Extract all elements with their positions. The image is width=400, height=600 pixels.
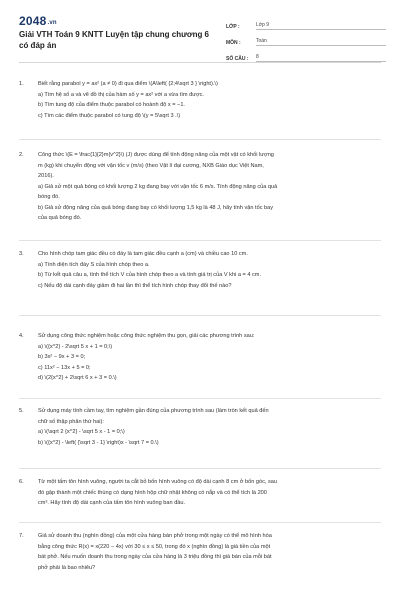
question-line: chữ số thập phân thứ hai): — [38, 418, 104, 425]
question-divider — [19, 139, 381, 140]
question-line: cm³. Hãy tính độ dài cạnh của tấm tôn hình vuông ban đầu. — [38, 500, 186, 506]
question-line: phở phải là bao nhiêu? — [38, 564, 96, 571]
question-line: a) Giả sử một quả bóng có khối lượng 2 kg đang bay với vận tốc 6 m/s. Tính động năng của quả — [38, 183, 278, 190]
question-line: bóng đó. — [38, 194, 60, 200]
question-line: b) Từ kết quả câu a, tính thể tích V của hình chóp theo a và tính giá trị của V khi a = 4 cm. — [38, 272, 262, 278]
question-line: bát phở. Nếu muốn doanh thu trong ngày của cửa hàng là 3 triệu đồng thì giá bán của mỗi bát — [38, 554, 272, 560]
question-6 — [19, 477, 381, 509]
question-number: 7. — [19, 533, 24, 539]
meta-value: Toán — [256, 38, 386, 46]
question-line: Sử dụng máy tính cầm tay, tìm nghiệm gần đúng của phương trình sau (làm tròn kết quả đến — [38, 408, 269, 414]
question-body — [38, 79, 381, 121]
meta-label: MÔN : — [226, 40, 241, 46]
question-line: a) Tính diện tích đáy S của hình chóp theo a. — [38, 261, 150, 268]
question-divider — [19, 468, 381, 469]
question-divider — [19, 240, 381, 241]
question-4 — [19, 331, 381, 384]
meta-info — [226, 14, 386, 62]
question-line: b) 3x² − 9x + 3 = 0; — [38, 354, 86, 360]
meta-row-subject — [226, 30, 386, 46]
question-body — [38, 150, 381, 224]
question-body — [38, 249, 381, 291]
question-line: 2016). — [38, 173, 54, 179]
site-logo[interactable] — [19, 14, 57, 28]
question-body — [38, 406, 381, 448]
question-line: a) Tìm hệ số a và vẽ đồ thị của hàm số y = ax² với a vừa tìm được. — [38, 91, 204, 98]
question-body — [38, 477, 381, 509]
question-number: 1. — [19, 81, 24, 87]
question-line: Công thức \(E = \frac{1}{2}m{v^2}\) (J) được dùng để tính động năng của một vật có khối lượng — [38, 152, 274, 158]
question-line: a) \({x^2} - 2\sqrt 5 x + 1 = 0;\) — [38, 343, 113, 350]
question-line: a) \(\sqrt 2 {x^2} - \sqrt 5 x - 1 = 0;\) — [38, 429, 125, 435]
question-line: c) 11x² − 13x + 5 = 0; — [38, 364, 91, 371]
question-divider — [19, 398, 381, 399]
document-title: Giải VTH Toán 9 KNTT Luyện tập chung chương 6 có đáp án — [19, 30, 210, 50]
question-1 — [19, 79, 381, 121]
question-line: c) Tìm các điểm thuộc parabol có tung độ \(y = 5\sqrt 3 .\) — [38, 112, 181, 119]
question-line: Sử dụng công thức nghiệm hoặc công thức nghiệm thu gọn, giải các phương trình sau: — [38, 333, 255, 339]
question-line: b) Tìm tung độ của điểm thuộc parabol có hoành độ x = −1. — [38, 102, 185, 108]
question-5 — [19, 406, 381, 448]
logo-text: 2048 — [19, 14, 47, 28]
question-number: 3. — [19, 251, 24, 257]
question-line: m (kg) khi chuyển động với vận tốc v (m/s) (theo Vật lí đại cương, NXB Giáo dục Việt Nam, — [38, 162, 264, 169]
question-line: b) Giả sử động năng của quả bóng đang bay có khối lượng 1,5 kg là 48 J, hãy tính vận tốc bay — [38, 204, 274, 211]
question-line: Từ một tấm tôn hình vuông, người ta cắt bỏ bốn hình vuông có độ dài cạnh 8 cm ở bốn góc, sau — [38, 479, 278, 485]
question-number: 5. — [19, 408, 24, 414]
question-number: 2. — [19, 152, 24, 158]
question-line: bằng công thức R(x) = x(220 − 4x) với 30 ≤ x ≤ 50, trong đó x (nghìn đồng) là giá tiền của một — [38, 543, 271, 550]
question-line: Cho hình chóp tam giác đều có đáy là tam giác đều cạnh a (cm) và chiều cao 10 cm. — [38, 251, 248, 257]
meta-label: SỐ CÂU : — [226, 56, 249, 62]
question-line: đó gập thành một chiếc thùng có dạng hình hộp chữ nhật không có nắp và có thể tích là 200 — [38, 489, 267, 496]
meta-row-class — [226, 14, 386, 30]
question-line: d) \(2{x^2} + 2\sqrt 6 x + 3 = 0.\) — [38, 375, 117, 381]
question-line: của quả bóng đó. — [38, 215, 82, 221]
question-number: 6. — [19, 479, 24, 485]
question-7 — [19, 531, 381, 573]
question-3 — [19, 249, 381, 291]
document-header — [0, 0, 400, 62]
question-body — [38, 331, 381, 384]
question-body — [38, 531, 381, 573]
question-line: Biết rằng parabol y = ax² (a ≠ 0) đi qua điểm \(A\left( {2;4\sqrt 3 } \right).\) — [38, 81, 218, 87]
question-2 — [19, 150, 381, 224]
question-number: 4. — [19, 333, 24, 339]
meta-value: Lớp 9 — [256, 22, 386, 30]
header-divider — [19, 62, 381, 63]
question-line: c) Nếu độ dài cạnh đáy giảm đi hai lần thì thể tích hình chóp thay đổi thế nào? — [38, 282, 232, 289]
meta-row-count — [226, 46, 386, 62]
question-line: b) \({x^2} - \left( {\sqrt 3 - 1} \right)x - \sqrt 7 = 0.\) — [38, 439, 159, 446]
logo-suffix: .vn — [47, 20, 57, 26]
question-line: Giả sử doanh thu (nghìn đồng) của một cửa hàng bán phở trong một ngày có thể mô hình hóa — [38, 533, 272, 539]
question-divider — [19, 522, 381, 523]
meta-label: LỚP : — [226, 24, 240, 30]
meta-value: 8 — [256, 54, 386, 62]
question-divider — [19, 315, 381, 316]
